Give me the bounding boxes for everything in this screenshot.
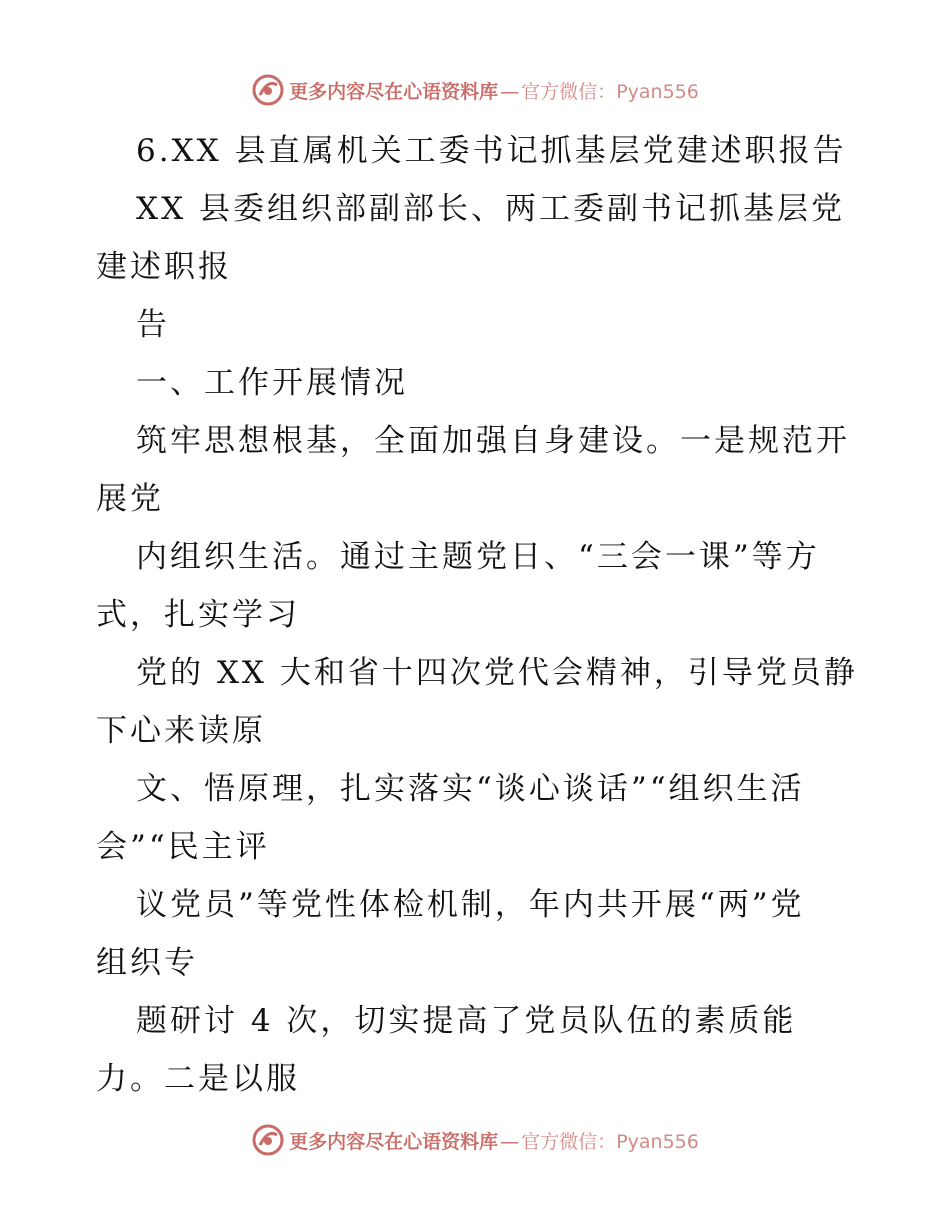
banner-wechat-label: 官方微信： <box>521 1130 617 1153</box>
document-line: 文、悟原理，扎实落实“谈心谈话”“组织生活 <box>136 771 805 807</box>
brand-logo-icon <box>251 1123 285 1157</box>
document-line: XX 县委组织部副部长、两工委副书记抓基层党 <box>136 191 845 227</box>
banner-dash: — <box>500 80 520 103</box>
banner-account: Pyan556 <box>616 80 699 103</box>
banner-wechat-label: 官方微信： <box>521 80 617 103</box>
document-line: 党的 XX 大和省十四次党代会精神，引导党员静 <box>136 655 858 691</box>
document-line: 下心来读原 <box>96 713 266 749</box>
document-line: 题研讨 4 次，切实提高了党员队伍的素质能 <box>136 1003 797 1039</box>
document-line: 建述职报 <box>96 249 232 285</box>
header-banner <box>0 70 950 110</box>
brand-logo-icon <box>251 73 285 107</box>
document-line: 力。二是以服 <box>96 1061 300 1097</box>
document-line: 一、工作开展情况 <box>136 365 408 401</box>
banner-brand: 更多内容尽在心语资料库 <box>289 80 499 103</box>
footer-banner <box>0 1120 950 1160</box>
banner-dash: — <box>500 1130 520 1153</box>
banner-account: Pyan556 <box>616 1130 699 1153</box>
document-body <box>96 122 866 1108</box>
document-line: 6.XX 县直属机关工委书记抓基层党建述职报告 <box>136 133 847 169</box>
banner-brand: 更多内容尽在心语资料库 <box>289 1130 499 1153</box>
document-line: 议党员”等党性体检机制，年内共开展“两”党 <box>136 887 805 923</box>
document-line: 内组织生活。通过主题党日、“三会一课”等方 <box>136 539 820 575</box>
document-line: 告 <box>136 307 170 343</box>
document-line: 筑牢思想根基，全面加强自身建设。一是规范开 <box>136 423 850 459</box>
document-line: 式，扎实学习 <box>96 597 300 633</box>
document-line: 展党 <box>96 481 164 517</box>
document-line: 会”“民主评 <box>96 829 270 865</box>
document-line: 组织专 <box>96 945 198 981</box>
